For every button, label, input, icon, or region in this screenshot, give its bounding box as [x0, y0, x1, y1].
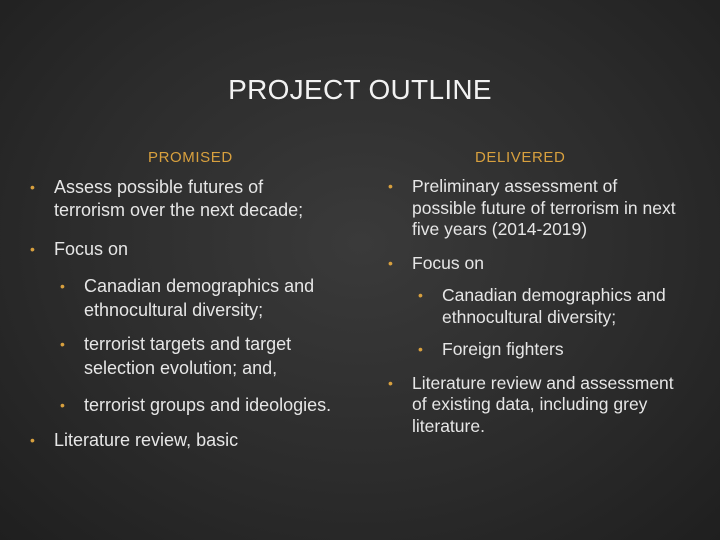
delivered-sub-foreign-fighters-text: Foreign fighters: [442, 339, 564, 359]
bullet-icon: •: [30, 241, 35, 257]
delivered-item-literature: [386, 373, 686, 438]
bullet-icon: •: [30, 179, 35, 195]
delivered-item-literature-text: Literature review and assessment of existing data, including grey literature.: [412, 372, 674, 436]
promised-sub-groups: [58, 393, 338, 417]
bullet-icon: •: [418, 341, 423, 357]
promised-item-assess-text: Assess possible futures of terrorism over the next decade;: [54, 177, 304, 220]
bullet-icon: •: [30, 431, 35, 448]
promised-item-focus-text: Focus on: [54, 239, 129, 259]
bullet-icon: •: [60, 277, 65, 294]
bullet-icon: •: [60, 396, 65, 413]
delivered-sub-foreign-fighters: [416, 339, 686, 361]
promised-sub-demographics-text: Canadian demographics and ethnocultural diversity;: [84, 275, 315, 320]
delivered-heading: DELIVERED: [475, 149, 566, 166]
promised-item-assess: [28, 176, 338, 221]
promised-heading: PROMISED: [148, 149, 233, 166]
delivered-sub-demographics: [416, 285, 686, 328]
bullet-icon: •: [388, 178, 393, 194]
promised-sub-groups-text: terrorist groups and ideologies.: [84, 394, 332, 415]
bullet-icon: •: [388, 374, 393, 391]
delivered-item-assessment-text: Preliminary assessment of possible future of terrorism in next five years (2014-2019): [412, 176, 676, 239]
delivered-sub-demographics-text: Canadian demographics and ethnocultural diversity;: [442, 285, 666, 327]
delivered-item-assessment: [386, 176, 686, 241]
slide-title: PROJECT OUTLINE: [228, 74, 492, 105]
promised-sub-targets: [58, 332, 338, 380]
promised-column: [28, 176, 338, 451]
bullet-icon: •: [418, 287, 423, 303]
promised-item-literature: [28, 429, 338, 452]
bullet-icon: •: [60, 335, 65, 352]
delivered-column: [386, 176, 686, 437]
promised-item-literature-text: Literature review, basic: [54, 429, 239, 450]
promised-sub-targets-text: terrorist targets and target selection evolution; and,: [84, 333, 292, 378]
delivered-item-focus: [386, 253, 686, 275]
bullet-icon: •: [388, 254, 393, 271]
promised-sub-demographics: [58, 274, 338, 322]
promised-item-focus: [28, 238, 338, 261]
delivered-item-focus-text: Focus on: [412, 252, 484, 273]
